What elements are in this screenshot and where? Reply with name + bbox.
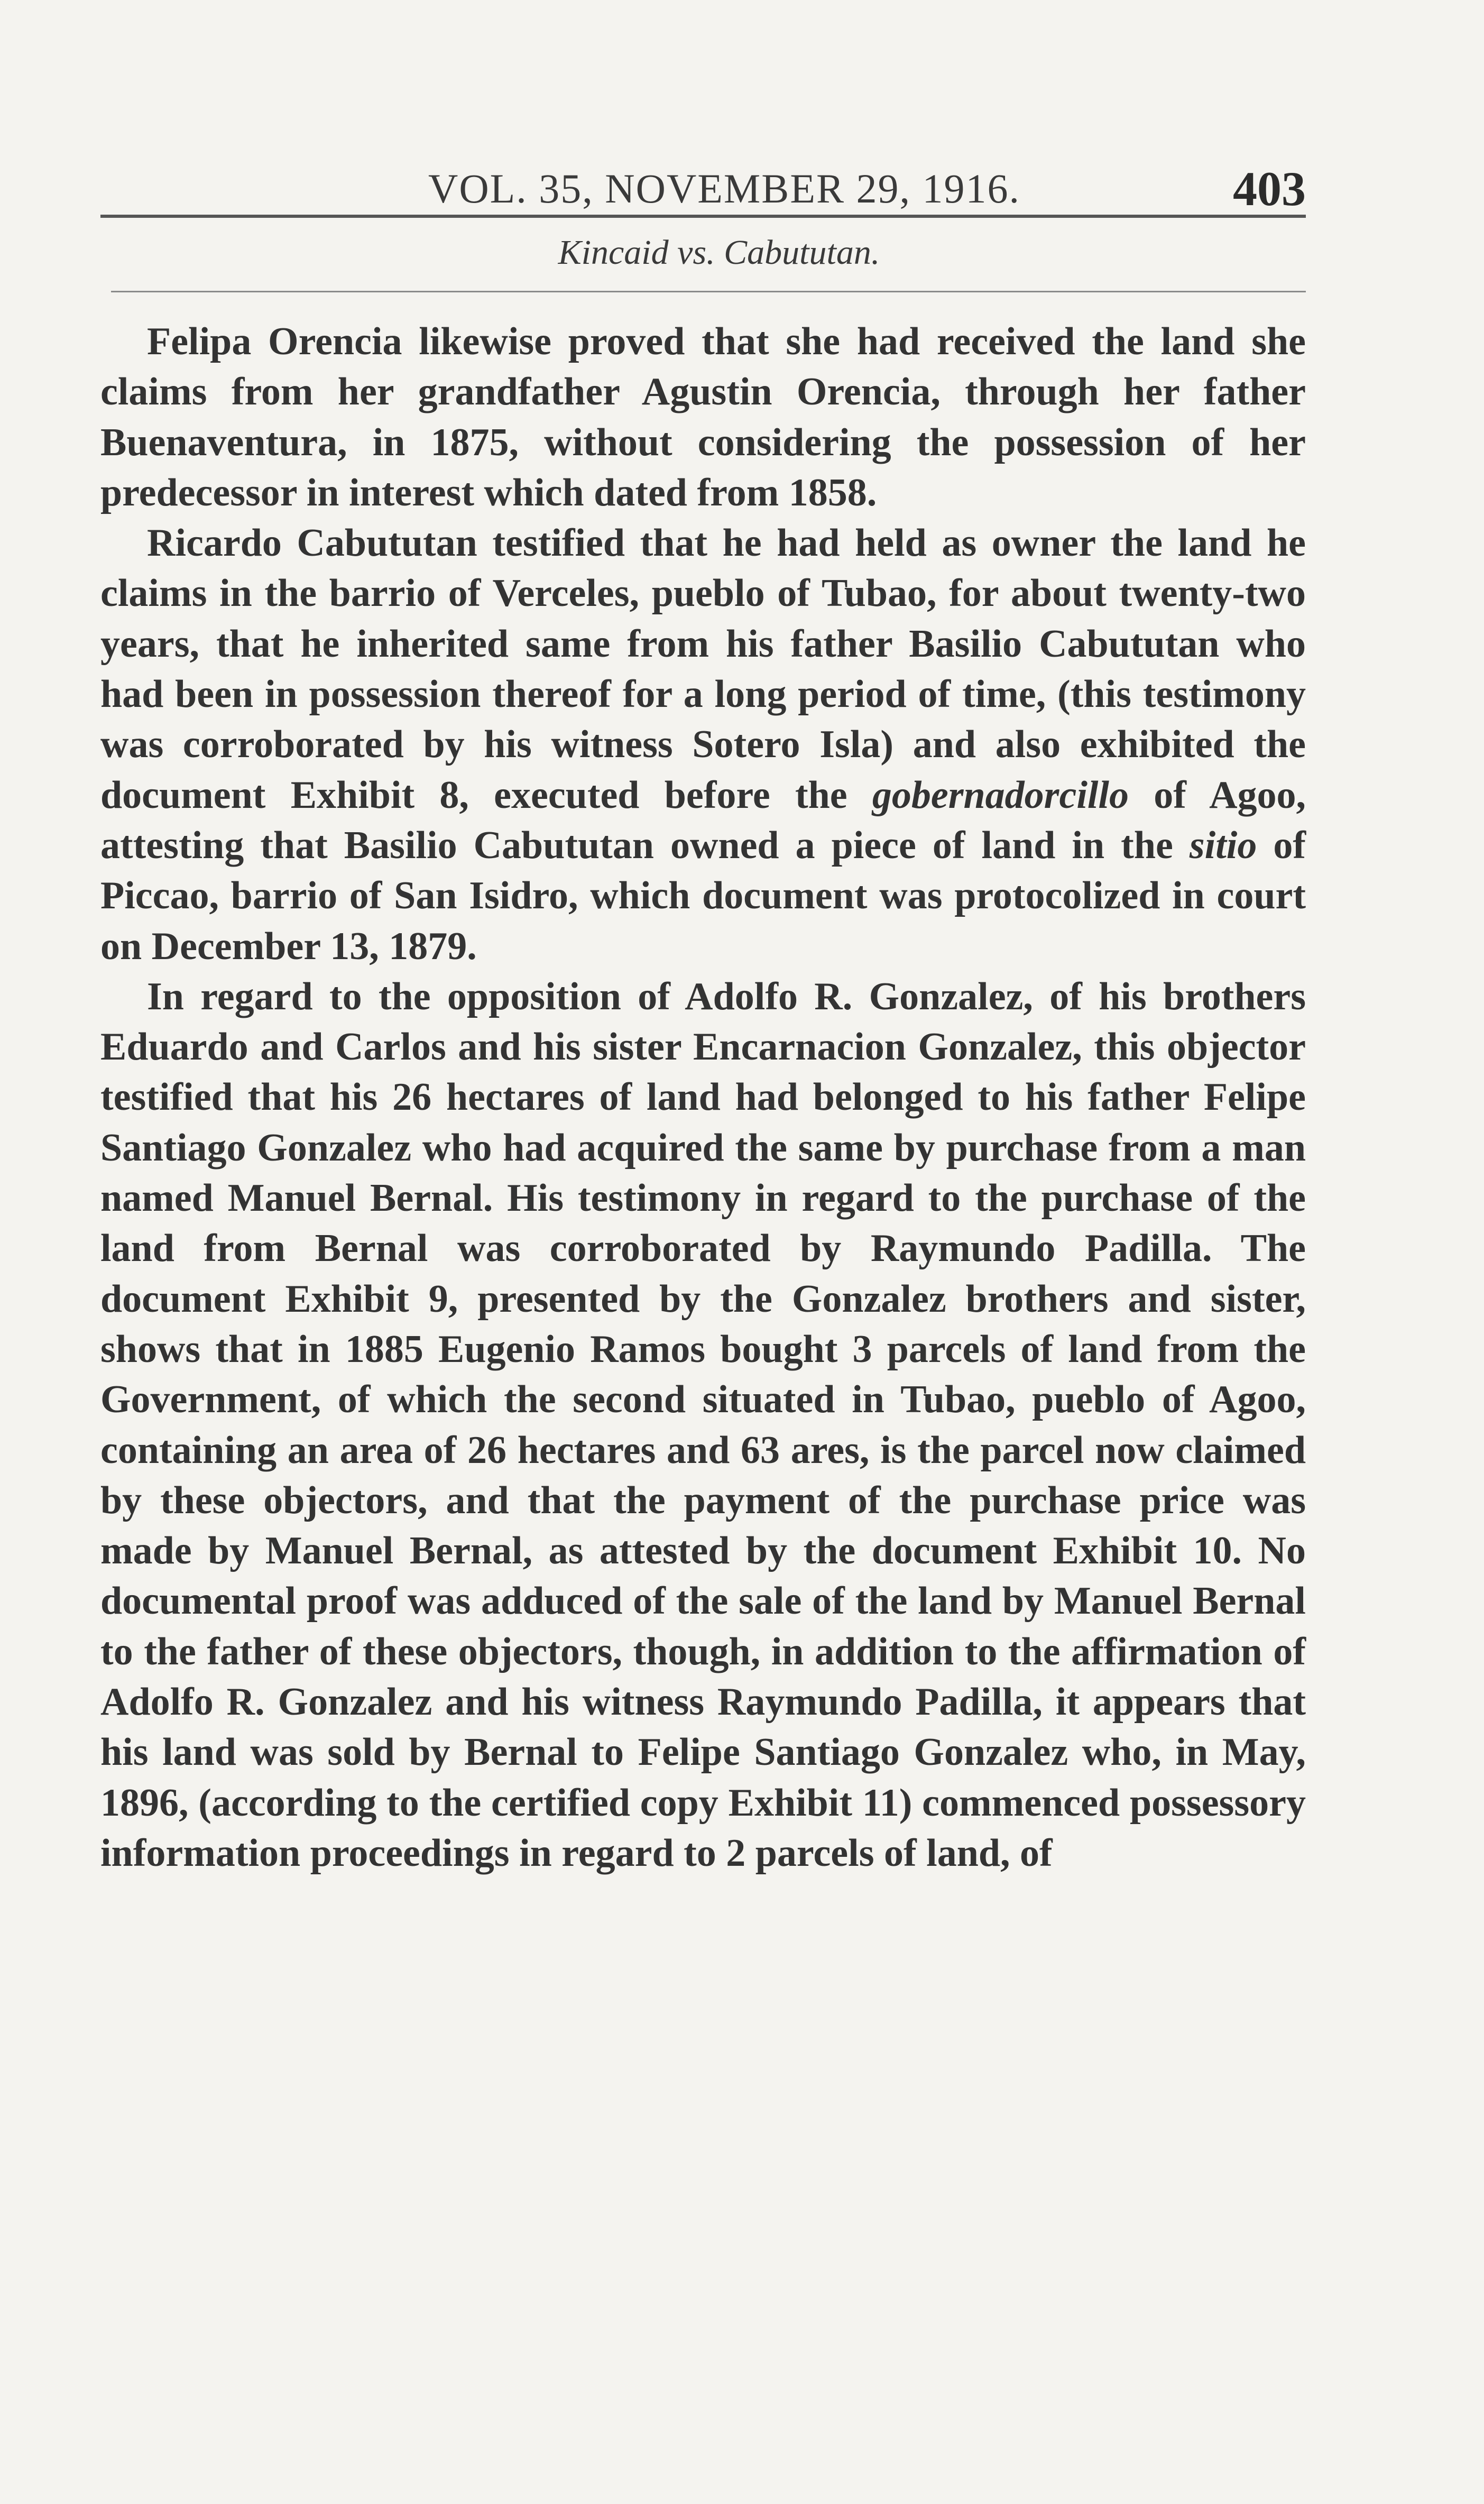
paragraph-text: Felipa Orencia likewise proved that she had received the land she claims from her grandfather Agustin Orencia, through her father Buenaventura, in 1875, without considering the possession of her predecessor in interest which dated from 1858. xyxy=(100,320,1306,514)
italic-term-gobernadorcillo: gobernadorcillo xyxy=(872,773,1129,817)
case-title: Kincaid vs. Cabututan. xyxy=(558,233,880,272)
running-title: VOL. 35, NOVEMBER 29, 1916. xyxy=(428,165,1020,211)
paragraph-gonzalez xyxy=(100,972,1306,1879)
running-header xyxy=(100,153,1306,216)
paragraph-text: of Piccao, barrio of San Isidro, which document was protocolized in court on December 13, 1879. xyxy=(100,823,1306,968)
page-number: 403 xyxy=(1233,162,1306,216)
document-page xyxy=(100,153,1306,1879)
paragraph-text: of Agoo, attesting that Basilio Cabututan owned a piece of land in the xyxy=(100,773,1306,867)
paragraph-text: In regard to the opposition of Adolfo R. Gonzalez, of his brothers Eduardo and Carlos and his sister Encarnacion Gonzalez, this objector testified that his 26 hectares of land had belonged to his father Felipe Santiago Gonzalez who had acquired the same by purchase from a man named Manuel Bernal. His testimony in regard to the purchase of the land from Bernal was corroborated by Raymundo Padilla. The document Exhibit 9, presented by the Gonzalez brothers and sister, shows that in 1885 Eugenio Ramos bought 3 parcels of land from the Government, of which the second situated in Tubao, pueblo of Agoo, containing an area of 26 hectares and 63 ares, is the parcel now claimed by these objectors, and that the payment of the purchase price was made by Manuel Bernal, as attested by the document Exhibit 10. No documental proof was adduced of the sale of the land by Manuel Bernal to the father of these objectors, though, in addition to the affirmation of Adolfo R. Gonzalez and his witness Raymundo Padilla, it appears that his land was sold by Bernal to Felipe Santiago Gonzalez who, in May, 1896, (according to the certified copy Exhibit 11) commenced possessory information proceedings in regard to 2 parcels of land, of xyxy=(100,974,1306,1875)
case-title-rule xyxy=(111,291,1306,292)
italic-term-sitio: sitio xyxy=(1189,823,1257,867)
paragraph-cabututan xyxy=(100,518,1306,972)
body-text xyxy=(100,317,1306,1879)
paragraph-orencia xyxy=(100,317,1306,518)
paragraph-text: Ricardo Cabututan testified that he had held as owner the land he claims in the barrio of Verceles, pueblo of Tubao, for about twenty-two years, that he inherited same from his father Basilio Cabututan who had been in possession thereof for a long period of time, (this testimony was corroborated by his witness Sotero Isla) and also exhibited the document Exhibit 8, executed before the xyxy=(100,521,1306,817)
